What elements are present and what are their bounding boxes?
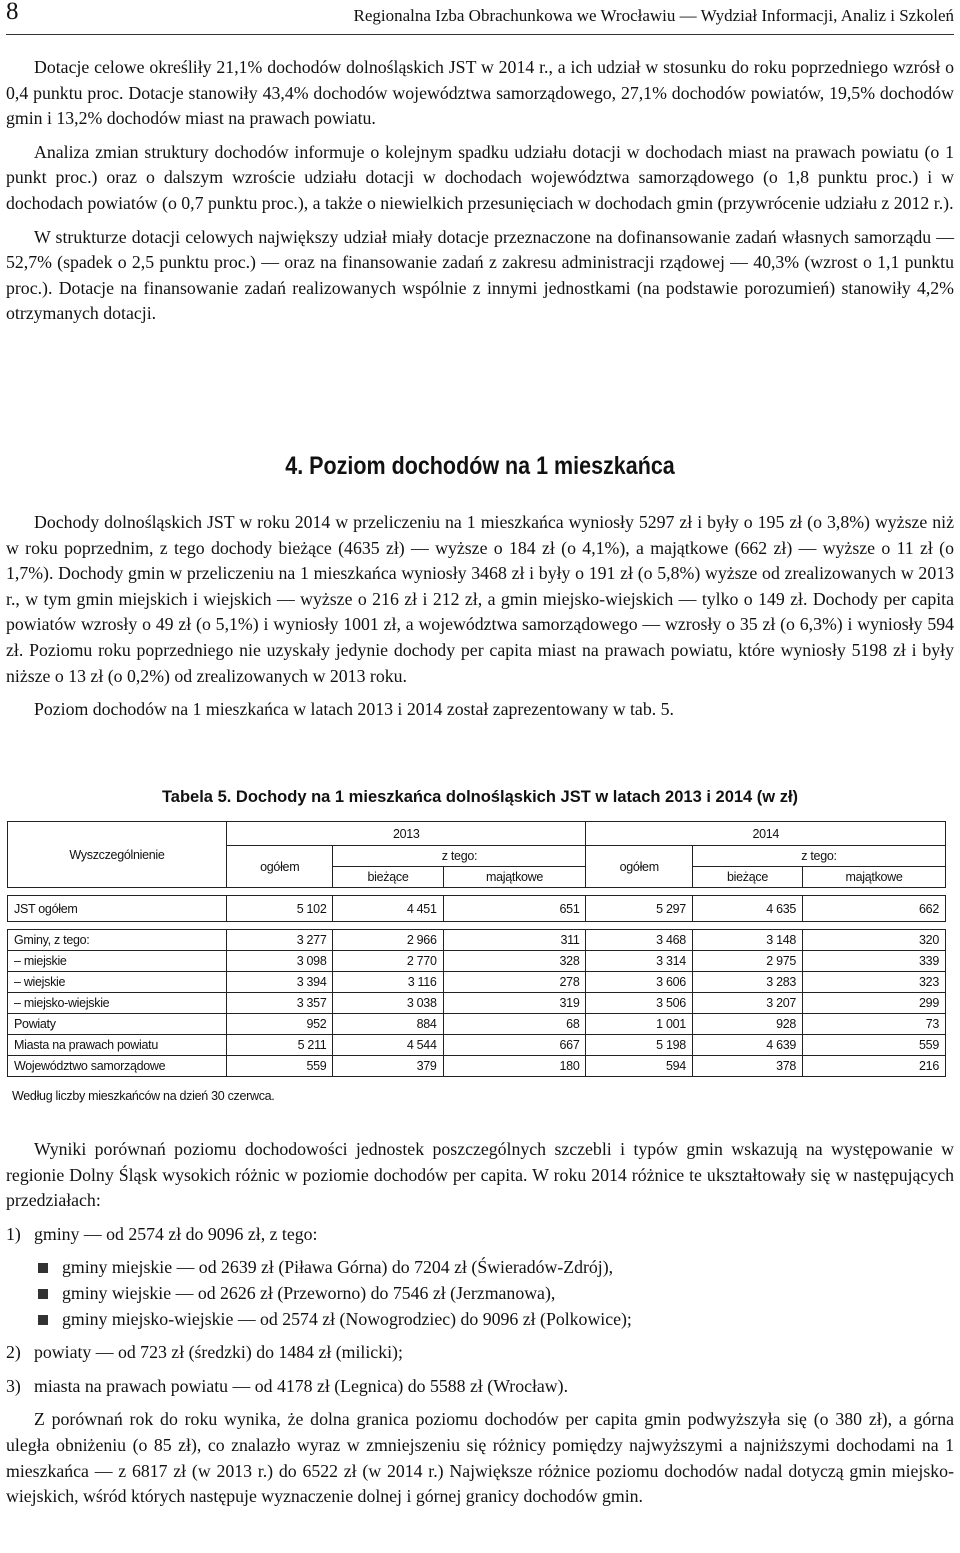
header-capital-2013: majątkowe xyxy=(443,867,586,888)
cell: 884 xyxy=(333,1014,443,1035)
cell: 3 394 xyxy=(227,972,333,993)
cell: 3 606 xyxy=(586,972,692,993)
row-label: Powiaty xyxy=(8,1014,227,1035)
list-number: 2) xyxy=(6,1342,21,1363)
cell: 311 xyxy=(443,930,586,951)
cell: 559 xyxy=(227,1056,333,1077)
table-caption: Tabela 5. Dochody na 1 mieszkańca dolnośląskich JST w latach 2013 i 2014 (w zł) xyxy=(161,788,799,806)
cell: 3 038 xyxy=(333,993,443,1014)
cell: 216 xyxy=(803,1056,946,1077)
ranges-list xyxy=(6,1222,954,1248)
cell: 320 xyxy=(803,930,946,951)
header-capital-2014: majątkowe xyxy=(803,867,946,888)
cell: 1 001 xyxy=(586,1014,692,1035)
table-row xyxy=(8,930,946,951)
paragraph-4: Dochody dolnośląskich JST w roku 2014 w przeliczeniu na 1 mieszkańca wyniosły 5297 zł i były o 195 zł (o 3,8%) wyższe niż w roku poprzednim, z tego dochody bieżące (4635 zł) — wyższe o 184 zł (o 4,1%), a majątkowe (662 zł) — wyższe o 11 zł (o 1,7%). Dochody gmin w przeliczeniu na 1 mieszkańca wyniosły 3468 zł i były o 191 zł (o 5,8%) wyższe od zrealizowanych w 2013 r., w tym gmin miejskich i wiejskich — wyższe o 216 zł i 212 zł, a gmin miejsko-wiejskich — tylko o 149 zł. Dochody per capita powiatów wzrosły o 49 zł (o 5,1%) i wyniosły 1001 zł, a województwa samorządowego — wzrosły o 35 zł (o 6,3%) i wyniosły 594 zł. Poziomu roku poprzedniego nie uzyskały jedynie dochody per capita miast na prawach powiatu, które wyniosły 5198 zł i były niższe o 13 zł (o 0,2%) od zrealizowanych w 2013 roku. xyxy=(6,512,954,686)
table-row xyxy=(8,993,946,1014)
cell: 3 314 xyxy=(586,951,692,972)
cell: 952 xyxy=(227,1014,333,1035)
ranges-list-cont xyxy=(6,1340,954,1399)
list-item-text: powiaty — od 723 zł (średzki) do 1484 zł (milicki); xyxy=(34,1342,403,1363)
paragraph-6: Wyniki porównań poziomu dochodowości jednostek poszczególnych szczebli i typów gmin wskazują na występowanie w regionie Dolny Śląsk wysokich różnic w poziomie dochodów per capita. W roku 2014 różnice te ukształtowały się w następujących przedziałach: xyxy=(6,1139,954,1211)
cell: 559 xyxy=(803,1035,946,1056)
list-item xyxy=(6,1374,954,1400)
cell: 4 635 xyxy=(692,896,802,922)
row-label: – miejskie xyxy=(8,951,227,972)
cell: 328 xyxy=(443,951,586,972)
cell: 299 xyxy=(803,993,946,1014)
cell: 5 102 xyxy=(227,896,333,922)
row-label: – wiejskie xyxy=(8,972,227,993)
list-item-text: gminy miejsko-wiejskie — od 2574 zł (Nowogrodziec) do 9096 zł (Polkowice); xyxy=(62,1308,632,1329)
cell: 4 639 xyxy=(692,1035,802,1056)
cell: 4 544 xyxy=(333,1035,443,1056)
cell: 3 277 xyxy=(227,930,333,951)
cell: 5 211 xyxy=(227,1035,333,1056)
paragraph-7: Z porównań rok do roku wynika, że dolna granica poziomu dochodów per capita gmin podwyższyła się (o 380 zł), a górna uległa obniżeniu (o 85 zł), co znalazło wyraz w zmniejszeniu się różnicy pomiędzy najwyższymi a najniższymi dochodami na 1 mieszkańca — z 6817 zł (w 2013 r.) do 6522 zł (w 2014 r.) Największe różnice poziomu dochodów nadal dotyczą gmin miejsko-wiejskich, wśród których następuje wyznaczenie dolnej i górnej granicy dochodów gmin. xyxy=(6,1409,954,1507)
row-label: JST ogółem xyxy=(8,896,227,922)
header-wyszczegolnienie: Wyszczególnienie xyxy=(8,822,227,888)
cell: 928 xyxy=(692,1014,802,1035)
list-item xyxy=(6,1307,954,1333)
cell: 323 xyxy=(803,972,946,993)
cell: 3 506 xyxy=(586,993,692,1014)
table-row xyxy=(8,1014,946,1035)
paragraph-1: Dotacje celowe określiły 21,1% dochodów dolnośląskich JST w 2014 r., a ich udział w stosunku do roku poprzedniego wzrósł o 0,4 punktu proc. Dotacje stanowiły 43,4% dochodów województwa samorządowego, 27,1% dochodów powiatów, 19,5% dochodów gmin i 13,2% dochodów miast na prawach powiatu. xyxy=(6,57,954,129)
cell: 2 975 xyxy=(692,951,802,972)
cell: 2 966 xyxy=(333,930,443,951)
list-item xyxy=(6,1255,954,1281)
list-item-text: miasta na prawach powiatu — od 4178 zł (Legnica) do 5588 zł (Wrocław). xyxy=(34,1375,569,1396)
section-title: 4. Poziom dochodów na 1 mieszkańca xyxy=(285,452,675,480)
table-row xyxy=(8,1035,946,1056)
cell: 3 207 xyxy=(692,993,802,1014)
header-total-2014: ogółem xyxy=(586,846,692,888)
table-row xyxy=(8,972,946,993)
cell: 378 xyxy=(692,1056,802,1077)
cell: 5 198 xyxy=(586,1035,692,1056)
row-label: Województwo samorządowe xyxy=(8,1056,227,1077)
row-label: – miejsko-wiejskie xyxy=(8,993,227,1014)
cell: 3 148 xyxy=(692,930,802,951)
page-header xyxy=(6,0,954,35)
cell: 180 xyxy=(443,1056,586,1077)
square-bullet-icon xyxy=(38,1263,48,1273)
list-item xyxy=(6,1222,954,1248)
cell: 379 xyxy=(333,1056,443,1077)
cell: 2 770 xyxy=(333,951,443,972)
list-item-text: gminy miejskie — od 2639 zł (Piława Górna) do 7204 zł (Świeradów-Zdrój), xyxy=(62,1257,614,1278)
paragraph-5: Poziom dochodów na 1 mieszkańca w latach 2013 i 2014 został zaprezentowany w tab. 5. xyxy=(34,699,674,720)
cell: 3 468 xyxy=(586,930,692,951)
cell: 5 297 xyxy=(586,896,692,922)
square-bullet-icon xyxy=(38,1289,48,1299)
row-label: Gminy, z tego: xyxy=(8,930,227,951)
cell: 319 xyxy=(443,993,586,1014)
paragraph-3: W strukturze dotacji celowych największy udział miały dotacje przeznaczone na dofinansowanie zadań własnych samorządu — 52,7% (spadek o 2,5 punktu proc.) — oraz na finansowanie zadań z zakresu administracji rządowej — 40,3% (wzrost o 1,1 punktu proc.). Dotacje na finansowanie zadań realizowanych wspólnie z innymi jednostkami (na podstawie porozumień) stanowiły 4,2% otrzymanych dotacji. xyxy=(6,226,954,324)
list-number: 3) xyxy=(6,1375,21,1396)
cell: 278 xyxy=(443,972,586,993)
list-item-text: gminy — od 2574 zł do 9096 zł, z tego: xyxy=(34,1223,318,1244)
list-number: 1) xyxy=(6,1223,21,1244)
cell: 3 116 xyxy=(333,972,443,993)
header-title: Regionalna Izba Obrachunkowa we Wrocławiu — Wydział Informacji, Analiz i Szkoleń xyxy=(353,6,954,25)
list-item xyxy=(6,1340,954,1366)
row-label: Miasta na prawach powiatu xyxy=(8,1035,227,1056)
header-current-2014: bieżące xyxy=(692,867,802,888)
paragraph-2: Analiza zmian struktury dochodów informuje o kolejnym spadku udziału dotacji w dochodach miast na prawach powiatu (o 1 punkt proc.) oraz o dalszym wzroście udziału dotacji w dochodach województwa samorządowego (o 1,8 punktu proc.) i w dochodach powiatów (o 0,7 punktu proc.), a także o niewielkich przesunięciach w dochodach gmin (przywrócenie udziału z 2012 r.). xyxy=(6,141,954,213)
cell: 651 xyxy=(443,896,586,922)
cell: 667 xyxy=(443,1035,586,1056)
list-item-text: gminy wiejskie — od 2626 zł (Przeworno) do 7546 zł (Jerzmanowa), xyxy=(62,1282,556,1303)
cell: 3 283 xyxy=(692,972,802,993)
header-year-2013: 2013 xyxy=(227,822,586,846)
square-bullet-icon xyxy=(38,1315,48,1325)
cell: 594 xyxy=(586,1056,692,1077)
table-row xyxy=(8,896,946,922)
header-year-2014: 2014 xyxy=(586,822,946,846)
cell: 3 357 xyxy=(227,993,333,1014)
cell: 68 xyxy=(443,1014,586,1035)
header-current-2013: bieżące xyxy=(333,867,443,888)
header-of-which-2014: z tego: xyxy=(692,846,945,867)
list-item xyxy=(6,1281,954,1307)
cell: 4 451 xyxy=(333,896,443,922)
gminy-sublist xyxy=(6,1255,954,1332)
ranges-text-block xyxy=(6,1137,954,1510)
income-table xyxy=(7,821,946,1077)
section-text-block xyxy=(6,510,954,723)
intro-text-block xyxy=(6,55,954,327)
cell: 662 xyxy=(803,896,946,922)
cell: 73 xyxy=(803,1014,946,1035)
page-number: 8 xyxy=(6,0,19,25)
table-row xyxy=(8,1056,946,1077)
header-of-which-2013: z tego: xyxy=(333,846,586,867)
cell: 3 098 xyxy=(227,951,333,972)
table-note: Według liczby mieszkańców na dzień 30 czerwca. xyxy=(12,1089,275,1103)
cell: 339 xyxy=(803,951,946,972)
header-total-2013: ogółem xyxy=(227,846,333,888)
table-row xyxy=(8,951,946,972)
